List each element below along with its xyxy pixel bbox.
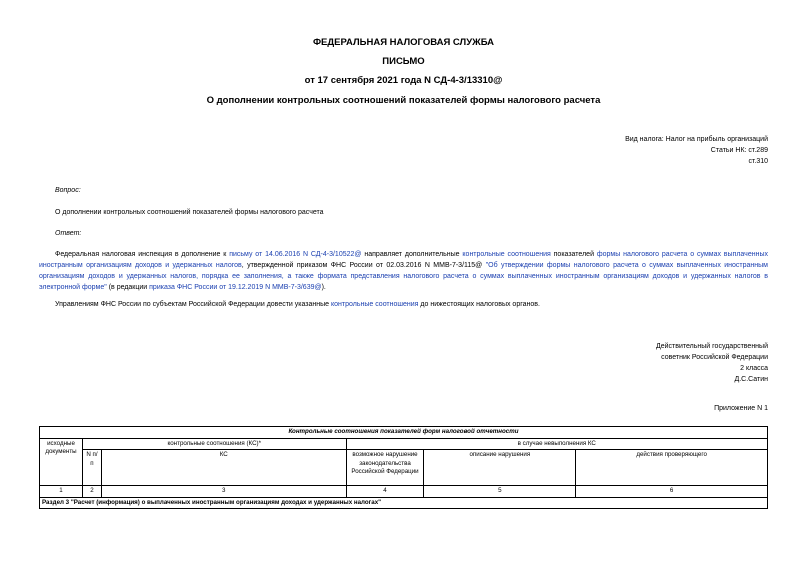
table-title-row [40, 427, 768, 439]
appendix-label: Приложение N 1 [714, 405, 768, 412]
doc-type: ПИСЬМО [382, 56, 425, 67]
table-section-row [40, 497, 768, 509]
signature-line-2: советник Российской Федерации [661, 354, 768, 361]
question-text: О дополнении контрольных соотношений показателей формы налогового расчета [55, 209, 324, 216]
tax-meta [468, 134, 768, 167]
column-number: 4 [346, 486, 424, 498]
signature-block [468, 341, 768, 385]
table-number-row [40, 486, 768, 498]
section-title: Раздел 3 "Расчет (информация) о выплаченных иностранным организациям доходах и удержанных налогах" [40, 497, 768, 509]
table-header-row-1 [40, 438, 768, 450]
header-law: возможное нарушение законодательства Российской Федерации [346, 450, 424, 486]
agency-title: ФЕДЕРАЛЬНАЯ НАЛОГОВАЯ СЛУЖБА [312, 37, 495, 48]
column-number: 2 [82, 486, 101, 498]
table-title: Контрольные соотношения показателей форм налоговой отчетности [40, 427, 768, 439]
column-number: 5 [424, 486, 576, 498]
tax-type: Вид налога: Налог на прибыль организаций [625, 136, 768, 143]
header-num: N п/п [82, 450, 101, 486]
control-ratios-link-2[interactable]: контрольные соотношения [331, 301, 419, 308]
header-actions: действия проверяющего [576, 450, 768, 486]
letter-link[interactable]: письму от 14.06.2016 N СД-4-3/10522@ [229, 251, 362, 258]
answer-text: ). [321, 284, 326, 291]
table-header-row-2 [40, 450, 768, 486]
order-link[interactable]: "Об утверждении формы налогового расчета о суммах выплаченных иностранным организациям доходов и удержанных налогов, порядка ее заполнения, а также формата представления налогового расчета о суммах выплаченных иностранным организациям доходов и удержанных налогов в электронной форме" [39, 262, 768, 291]
column-number: 6 [576, 486, 768, 498]
signature-line-3: 2 класса [740, 365, 768, 372]
column-number: 1 [40, 486, 83, 498]
answer-text: Управлениям ФНС России по субъектам Российской Федерации довести указанные [55, 301, 332, 308]
answer-paragraph-1 [39, 249, 768, 293]
control-ratios-table [39, 426, 768, 509]
signature-name: Д.С.Сатин [734, 376, 768, 383]
answer-label: Ответ: [55, 230, 82, 237]
question-label: Вопрос: [55, 187, 81, 194]
answer-text: Федеральная налоговая инспекция в дополнение к [55, 251, 230, 258]
answer-text: до нижестоящих налоговых органов. [418, 301, 540, 308]
answer-text: направляет дополнительные [361, 251, 463, 258]
header-docs: исходные документы [40, 438, 83, 486]
doc-date-number: от 17 сентября 2021 года N СД-4-3/13310@ [304, 75, 503, 86]
form-link[interactable]: формы налогового расчета о суммах выплаченных иностранным организациям доходов и удержанных налогов [39, 251, 768, 269]
answer-text: показателей [550, 251, 597, 258]
answer-paragraph-2 [55, 299, 768, 310]
control-ratios-link[interactable]: контрольные соотношения [462, 251, 551, 258]
answer-text: (в редакции [106, 284, 150, 291]
column-number: 3 [101, 486, 346, 498]
tax-articles-1: Статьи НК: ст.289 [710, 147, 768, 154]
order-edition-link[interactable]: приказа ФНС России от 19.12.2019 N ММВ-7-3/639@ [149, 284, 322, 291]
answer-text: , утвержденной приказом ФНС России от 02.03.2016 N ММВ-7-3/115@ [241, 262, 486, 269]
doc-subject: О дополнении контрольных соотношений показателей формы налогового расчета [206, 95, 601, 106]
header-ks: контрольные соотношения (КС)* [82, 438, 346, 450]
header-ks-short: КС [101, 450, 346, 486]
tax-articles-2: ст.310 [748, 158, 768, 165]
signature-line-1: Действительный государственный [656, 343, 768, 350]
header-desc: описание нарушения [424, 450, 576, 486]
header-violation: в случае невыполнения КС [346, 438, 767, 450]
